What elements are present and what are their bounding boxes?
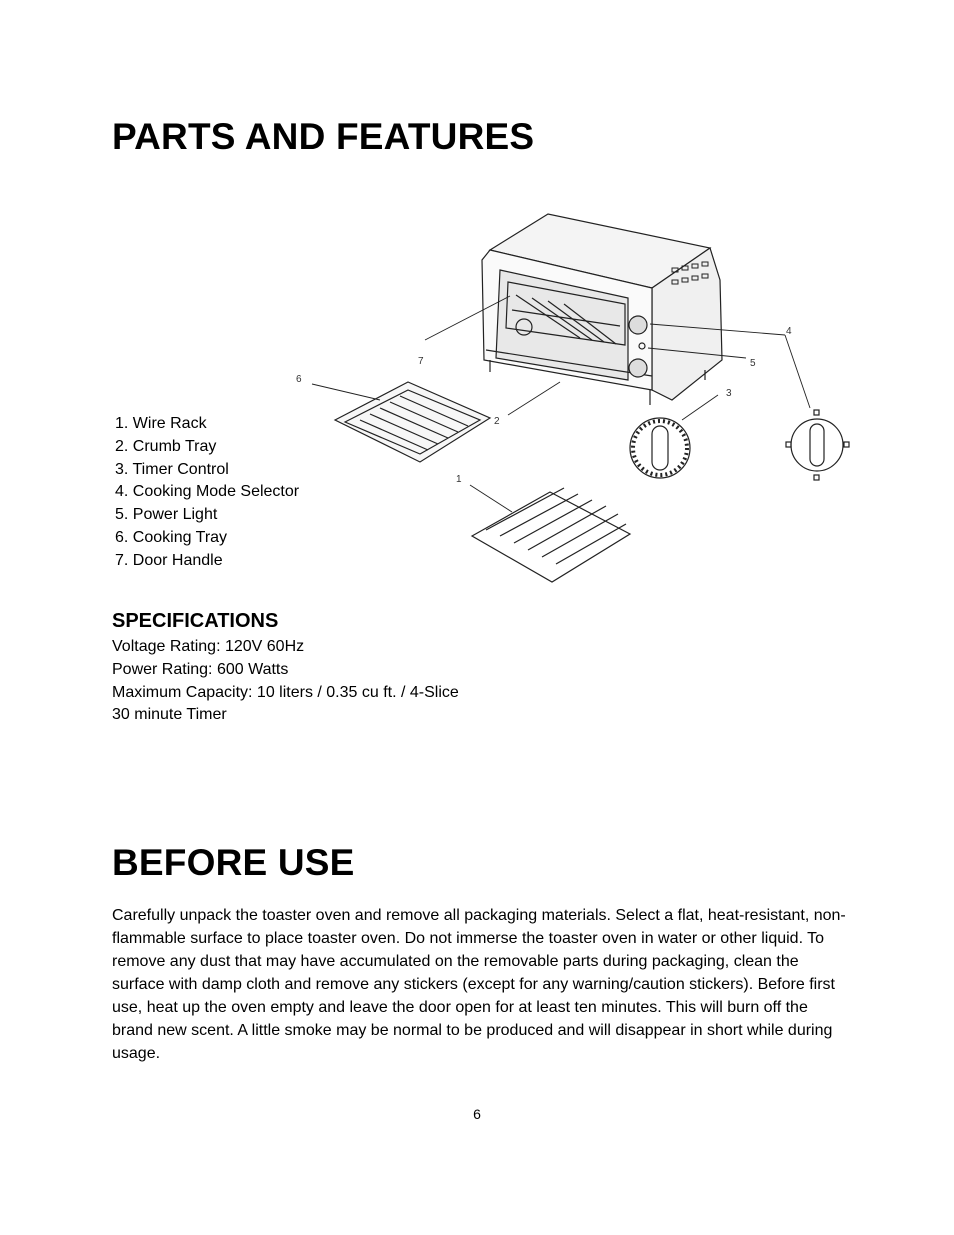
cooking-tray-illustration: [335, 382, 490, 462]
timer-dial-illustration: [630, 418, 690, 478]
callout-6: 6: [296, 374, 302, 385]
list-item: Power Rating: 600 Watts: [112, 660, 289, 678]
callout-5: 5: [750, 358, 756, 369]
list-item: 5. Power Light: [115, 506, 218, 524]
callout-2: 2: [494, 416, 500, 427]
list-item: 30 minute Timer: [112, 706, 227, 724]
list-item: 1. Wire Rack: [115, 415, 207, 432]
toaster-oven-diagram: [280, 200, 880, 590]
toaster-oven-illustration: [482, 214, 722, 405]
parts-list: [115, 413, 299, 573]
before-use-paragraph: Carefully unpack the toaster oven and remove all packaging materials. Select a flat, heat-resistant, non-flammable surface to place toaster oven. Do not immerse the toaster oven in water or other liquid. To remove any dust that may have accumulated on the removable parts during packaging, clean the surface with damp cloth and remove any stickers (except for any warning/caution stickers). Before first use, heat up the oven empty and leave the door open for at least ten minutes. This will burn off the brand new scent. A little smoke may be normal to be produced and will disappear in short while during usage.: [112, 907, 846, 1062]
callout-3: 3: [726, 388, 732, 399]
specifications-heading: SPECIFICATIONS: [112, 610, 279, 632]
list-item: 7. Door Handle: [115, 551, 223, 569]
wire-rack-illustration: [472, 488, 630, 582]
list-item: Maximum Capacity: 10 liters / 0.35 cu ft. / 4-Slice: [112, 683, 459, 701]
list-item: 2. Crumb Tray: [115, 437, 217, 455]
section-title-before-use: BEFORE USE: [112, 842, 355, 883]
list-item: 4. Cooking Mode Selector: [115, 483, 300, 501]
list-item: 6. Cooking Tray: [115, 528, 228, 546]
callout-7: 7: [418, 356, 424, 367]
mode-selector-illustration: [786, 410, 849, 480]
specifications-list: [112, 636, 459, 727]
list-item: Voltage Rating: 120V 60Hz: [112, 638, 305, 655]
page-number: 6: [473, 1106, 481, 1122]
list-item: 3. Timer Control: [115, 460, 229, 478]
section-title-parts: PARTS AND FEATURES: [112, 116, 535, 157]
callout-1: 1: [456, 474, 462, 485]
callout-4: 4: [786, 326, 792, 337]
